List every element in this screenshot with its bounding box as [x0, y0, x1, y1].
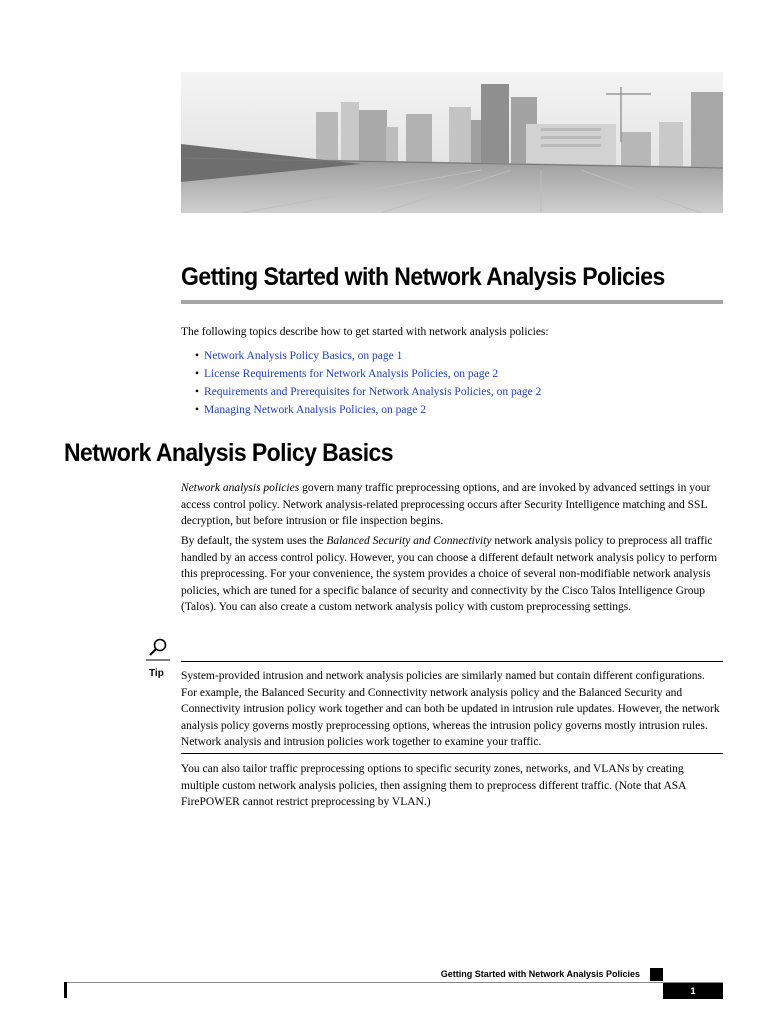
paragraph-2-before: By default, the system uses the [181, 535, 327, 547]
tip-rule-bottom [181, 753, 723, 754]
footer-rule [64, 982, 723, 983]
list-item [195, 383, 715, 401]
policy-name-italic: Balanced Security and Connectivity [326, 535, 492, 547]
topic-link-license[interactable]: License Requirements for Network Analysis Policies, on page 2 [204, 368, 499, 380]
term-italic: Network analysis policies [181, 482, 300, 494]
list-item [195, 401, 715, 419]
list-item [195, 347, 715, 365]
banner-image [181, 72, 723, 213]
paragraph-1-text: govern many traffic preprocessing options, and are invoked by advanced settings in your access control policy. Network analysis-related preprocessing occurs after Security Intelligence matching and SSL decryption, but before intrusion or file inspection begins. [181, 482, 711, 527]
paragraph-1 [181, 480, 723, 530]
section-title: Network Analysis Policy Basics [64, 439, 394, 467]
paragraph-3: You can also tailor traffic preprocessing options to specific security zones, networks, and VLANs by creating multiple custom network analysis policies, then assigning them to preprocess different traffic. (Note that ASA FirePOWER cannot restrict preprocessing by VLAN.) [181, 763, 686, 808]
footer-block [650, 968, 663, 981]
chapter-title: Getting Started with Network Analysis Policies [181, 263, 665, 291]
paragraph-2-after: network analysis policy to preprocess all traffic handled by an access control policy. However, you can choose a different default network analysis policy to perform this preprocessing. For your convenience, the system provides a choice of several non-modifiable network analysis policies, which are tuned for a specific balance of security and connectivity by the Cisco Talos Intelligence Group (Talos). You can also create a custom network analysis policy with custom preprocessing settings. [181, 535, 718, 613]
topic-list [195, 347, 715, 419]
title-rule [181, 300, 723, 304]
magnifier-icon [146, 636, 170, 662]
footer-tick [64, 982, 67, 998]
city-skyline-photo [181, 72, 723, 213]
tip-text: System-provided intrusion and network analysis policies are similarly named but contain different configurations. For example, the Balanced Security and Connectivity network analysis policy and the Balanced Security and Connectivity intrusion policy work together and can both be updated in intrusion rule updates. However, the network analysis policy governs mostly preprocessing options, whereas the intrusion policy governs mostly intrusion rules. Network analysis and intrusion policies work together to examine your traffic. [181, 670, 720, 748]
page-number: 1 [663, 983, 723, 999]
list-item [195, 365, 715, 383]
paragraph-2 [181, 533, 723, 616]
footer-title: Getting Started with Network Analysis Policies [440, 969, 640, 979]
topic-link-managing[interactable]: Managing Network Analysis Policies, on page 2 [204, 404, 427, 416]
tip-label: Tip [149, 668, 164, 679]
intro-text: The following topics describe how to get started with network analysis policies: [181, 326, 549, 338]
topic-link-requirements[interactable]: Requirements and Prerequisites for Network Analysis Policies, on page 2 [204, 386, 542, 398]
topic-link-basics[interactable]: Network Analysis Policy Basics, on page 1 [204, 350, 403, 362]
tip-rule-top [181, 661, 723, 662]
